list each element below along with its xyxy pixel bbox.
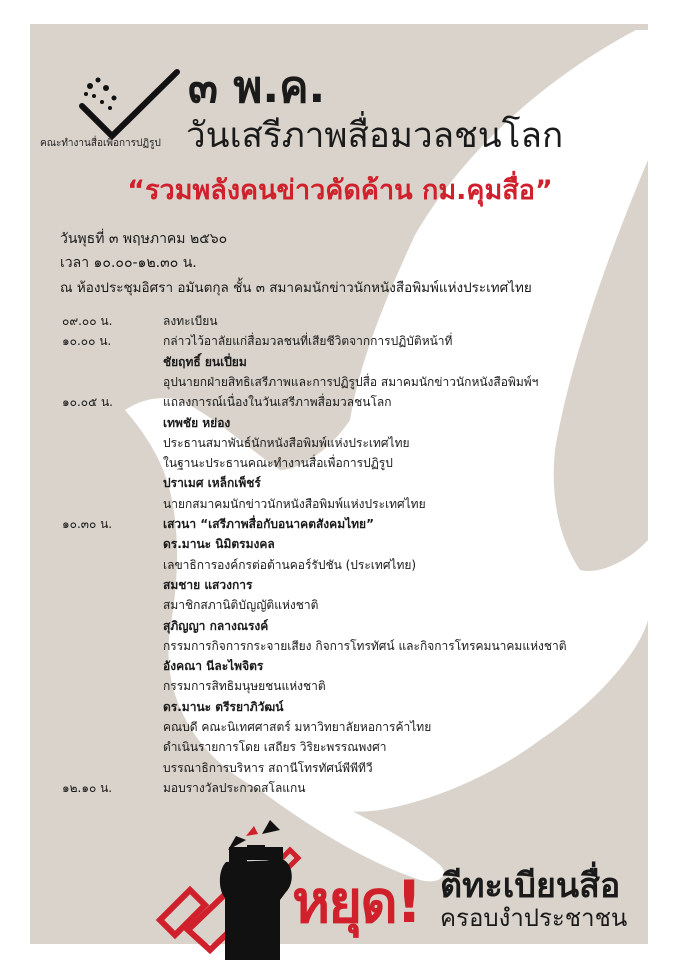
footer-line2: ครอบงำประชาชน [440,904,628,932]
schedule-text: นายกสมาคมนักข่าวนักหนังสือพิมพ์แห่งประเทศไทย [163,496,426,511]
schedule-text: แถลงการณ์เนื่องในวันเสรีภาพสื่อมวลชนโลก [163,395,392,410]
schedule-text: อุปนายกฝ่ายสิทธิเสรีภาพและการปฏิรูปสื่อ สมาคมนักข่าวนักหนังสือพิมพ์ฯ [163,374,539,389]
schedule-time: ๑๐.๐๕ น. [62,395,113,410]
schedule-time: ๑๐.๓๐ น. [62,517,113,531]
event-time: เวลา ๑๐.๐๐-๑๒.๓๐ น. [60,255,197,271]
schedule-time: ๐๙.๐๐ น. [62,314,113,328]
schedule-text: เลขาธิการองค์กรต่อต้านคอร์รัปชัน (ประเทศไทย) [163,557,417,572]
speaker-name: ปราเมศ เหล็กเพ็ชร์ [163,476,261,491]
schedule-time: ๑๐.๐๐ น. [62,334,112,349]
date-title: ๓ พ.ค. [188,62,326,113]
schedule-text: ดำเนินรายการโดย เสถียร วิริยะพรรณพงศา [163,740,387,755]
logo-caption: คณะทำงานสื่อเพื่อการปฏิรูป [40,138,161,149]
schedule-text: ในฐานะประธานคณะทำงานสื่อเพื่อการปฏิรูป [163,456,393,471]
schedule-text: กล่าวไว้อาลัยแก่สื่อมวลชนที่เสียชีวิตจากการปฏิบัติหน้าที่ [163,334,453,349]
speaker-name: เสวนา “เสรีภาพสื่อกับอนาคตสังคมไทย” [163,517,374,531]
speaker-name: สุภิญญา กลางณรงค์ [163,618,269,633]
speaker-name: ดร.มานะ นิมิตรมงคล [163,537,275,552]
speaker-name: ชัยฤทธิ์ ยนเปี่ยม [163,354,247,369]
footer-line1: ตีทะเบียนสื่อ [440,866,621,906]
schedule-time: ๑๒.๑๐ น. [62,780,113,795]
schedule-text: กรรมการกิจการกระจายเสียง กิจการโทรทัศน์ และกิจการโทรคมนาคมแห่งชาติ [163,638,567,653]
schedule-text: สมาชิกสภานิติบัญญัติแห่งชาติ [163,598,319,613]
schedule-text: คณบดี คณะนิเทศศาสตร์ มหาวิทยาลัยหอการค้าไทย [163,720,432,734]
schedule-text: บรรณาธิการบริหาร สถานีโทรทัศน์พีพีทีวี [163,760,373,775]
speaker-name: สมชาย แสวงการ [163,577,253,592]
schedule-text: ลงทะเบียน [163,314,218,328]
slogan: “รวมพลังคนข่าวคัดค้าน กม.คุมสื่อ” [127,175,553,206]
speaker-name: อังคณา นีละไพจิตร [163,659,264,674]
schedule-text: กรรมการสิทธิมนุษยชนแห่งชาติ [163,679,326,694]
schedule-text: มอบรางวัลประกวดสโลแกน [163,780,306,795]
speaker-name: ดร.มานะ ตรีรยาภิวัฒน์ [163,699,284,714]
event-venue: ณ ห้องประชุมอิศรา อมันตกุล ชั้น ๓ สมาคมนักข่าวนักหนังสือพิมพ์แห่งประเทศไทย [60,280,532,296]
event-title: วันเสรีภาพสื่อมวลชนโลก [186,116,564,156]
event-day: วันพุธที่ ๓ พฤษภาคม ๒๕๖๐ [60,231,228,247]
schedule-text: ประธานสมาพันธ์นักหนังสือพิมพ์แห่งประเทศไทย [163,435,410,450]
speaker-name: เทพชัย หย่อง [163,415,231,430]
stop-word: หยุด! [292,868,421,936]
